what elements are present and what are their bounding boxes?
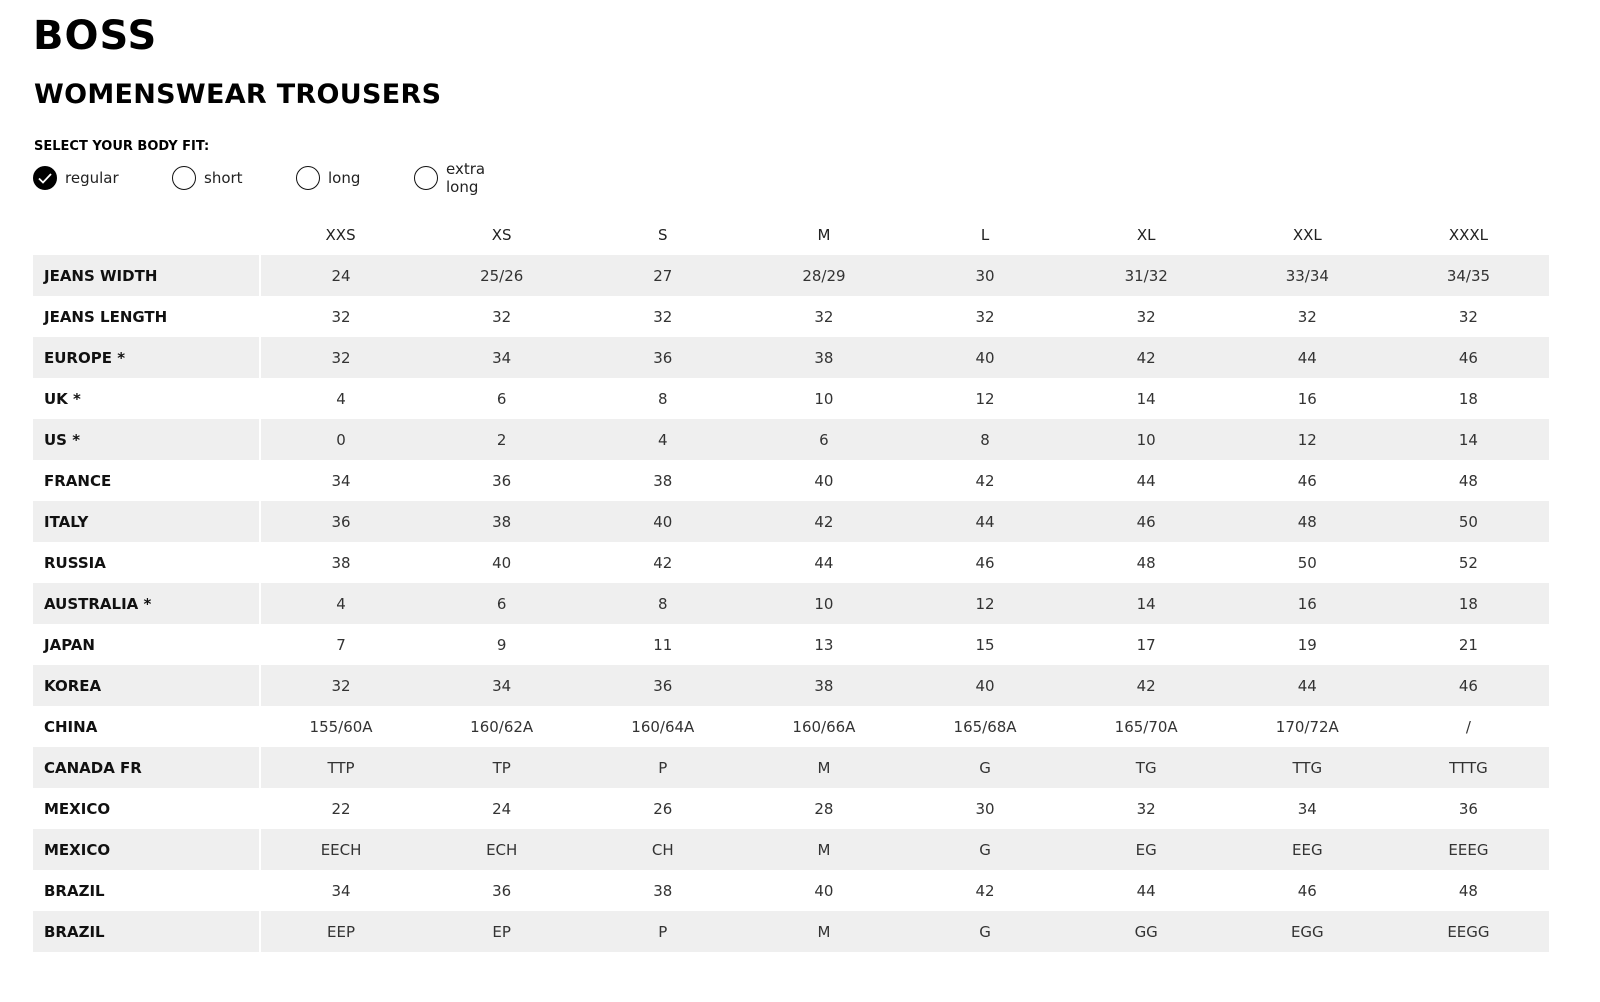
- size-cell: 27: [582, 255, 743, 296]
- size-cell: 42: [905, 870, 1066, 911]
- size-cell: 46: [1227, 870, 1388, 911]
- size-column-header: M: [817, 225, 831, 244]
- size-cell: 44: [905, 501, 1066, 542]
- size-cell: TP: [421, 747, 582, 788]
- fit-option-label: extra long: [446, 160, 486, 196]
- size-cell: 48: [1388, 870, 1549, 911]
- size-cell: 2: [421, 419, 582, 460]
- size-cell: 46: [905, 542, 1066, 583]
- size-cell: 32: [260, 337, 421, 378]
- table-row: [33, 296, 1549, 337]
- size-cell: 12: [1227, 419, 1388, 460]
- size-cell: 32: [905, 296, 1066, 337]
- size-cell: 32: [1388, 296, 1549, 337]
- size-cell: 160/64A: [582, 706, 743, 747]
- table-row: [33, 378, 1549, 419]
- table-row: [33, 337, 1549, 378]
- size-cell: 32: [743, 296, 904, 337]
- table-row: [33, 747, 1549, 788]
- size-cell: CH: [582, 829, 743, 870]
- size-cell: 32: [421, 296, 582, 337]
- size-cell: EEG: [1227, 829, 1388, 870]
- size-column-header: XXL: [1292, 225, 1322, 244]
- size-cell: 40: [905, 665, 1066, 706]
- size-cell: 38: [260, 542, 421, 583]
- row-label: JEANS WIDTH: [33, 255, 260, 296]
- size-cell: 11: [582, 624, 743, 665]
- size-cell: 40: [905, 337, 1066, 378]
- row-label: AUSTRALIA *: [33, 583, 260, 624]
- size-cell: EEEG: [1388, 829, 1549, 870]
- size-cell: 33/34: [1227, 255, 1388, 296]
- row-label: BRAZIL: [33, 870, 260, 911]
- fit-option-long[interactable]: [296, 164, 360, 192]
- size-header-row: [33, 214, 1549, 255]
- size-cell: 52: [1388, 542, 1549, 583]
- radio-unchecked-icon[interactable]: [172, 166, 196, 190]
- size-cell: EP: [421, 911, 582, 952]
- size-cell: 30: [905, 255, 1066, 296]
- size-cell: 36: [582, 665, 743, 706]
- size-cell: 42: [582, 542, 743, 583]
- page-title: WOMENSWEAR TROUSERS: [34, 79, 442, 110]
- size-cell: 34: [1227, 788, 1388, 829]
- size-cell: 12: [905, 378, 1066, 419]
- size-cell: 10: [1066, 419, 1227, 460]
- size-cell: 42: [1066, 665, 1227, 706]
- row-label: MEXICO: [33, 788, 260, 829]
- size-cell: M: [743, 747, 904, 788]
- size-cell: 18: [1388, 378, 1549, 419]
- size-cell: 26: [582, 788, 743, 829]
- row-label: UK *: [33, 378, 260, 419]
- size-cell: 4: [260, 378, 421, 419]
- row-label: MEXICO: [33, 829, 260, 870]
- size-cell: TTP: [260, 747, 421, 788]
- size-column-header: L: [980, 225, 990, 244]
- table-row: [33, 706, 1549, 747]
- size-cell: 160/62A: [421, 706, 582, 747]
- brand-logo[interactable]: BOSS: [33, 13, 158, 59]
- size-cell: 18: [1388, 583, 1549, 624]
- size-column-header: XXS: [325, 225, 356, 244]
- size-cell: 32: [260, 296, 421, 337]
- table-row: [33, 460, 1549, 501]
- size-cell: 40: [582, 501, 743, 542]
- size-cell: 19: [1227, 624, 1388, 665]
- fit-option-label: short: [204, 169, 243, 187]
- size-cell: 48: [1388, 460, 1549, 501]
- size-table-body: [33, 255, 1549, 952]
- size-cell: G: [905, 829, 1066, 870]
- row-label: KOREA: [33, 665, 260, 706]
- size-cell: 6: [421, 378, 582, 419]
- size-cell: 14: [1388, 419, 1549, 460]
- size-cell: 38: [421, 501, 582, 542]
- size-column-header: S: [658, 225, 668, 244]
- size-cell: 12: [905, 583, 1066, 624]
- table-row: [33, 911, 1549, 952]
- size-cell: 8: [582, 583, 743, 624]
- size-cell: EGG: [1227, 911, 1388, 952]
- row-label: JEANS LENGTH: [33, 296, 260, 337]
- size-cell: 30: [905, 788, 1066, 829]
- row-label: CHINA: [33, 706, 260, 747]
- size-cell: 46: [1227, 460, 1388, 501]
- size-column-header: XL: [1136, 225, 1156, 244]
- size-cell: 32: [1066, 296, 1227, 337]
- size-cell: 24: [421, 788, 582, 829]
- size-cell: M: [743, 911, 904, 952]
- size-cell: 34: [421, 337, 582, 378]
- size-cell: 21: [1388, 624, 1549, 665]
- size-cell: 48: [1066, 542, 1227, 583]
- size-cell: 46: [1388, 337, 1549, 378]
- size-cell: 42: [1066, 337, 1227, 378]
- size-cell: 38: [582, 460, 743, 501]
- table-row: [33, 665, 1549, 706]
- size-cell: 8: [582, 378, 743, 419]
- row-label: BRAZIL: [33, 911, 260, 952]
- size-cell: 13: [743, 624, 904, 665]
- size-cell: 32: [1066, 788, 1227, 829]
- row-label: JAPAN: [33, 624, 260, 665]
- size-cell: EEP: [260, 911, 421, 952]
- size-cell: 22: [260, 788, 421, 829]
- body-fit-label: SELECT YOUR BODY FIT:: [34, 139, 210, 154]
- size-cell: 9: [421, 624, 582, 665]
- size-cell: 31/32: [1066, 255, 1227, 296]
- size-cell: 32: [260, 665, 421, 706]
- size-cell: /: [1388, 706, 1549, 747]
- size-cell: 44: [743, 542, 904, 583]
- size-cell: G: [905, 747, 1066, 788]
- size-cell: 50: [1227, 542, 1388, 583]
- fit-option-extra-long[interactable]: [414, 160, 486, 196]
- size-cell: 42: [743, 501, 904, 542]
- size-cell: TTTG: [1388, 747, 1549, 788]
- size-cell: 34/35: [1388, 255, 1549, 296]
- size-cell: 42: [905, 460, 1066, 501]
- size-cell: 34: [260, 460, 421, 501]
- size-cell: 17: [1066, 624, 1227, 665]
- table-row: [33, 870, 1549, 911]
- table-row: [33, 255, 1549, 296]
- size-cell: 7: [260, 624, 421, 665]
- corner-cell: [33, 214, 260, 255]
- size-cell: 46: [1066, 501, 1227, 542]
- size-cell: M: [743, 829, 904, 870]
- size-cell: 44: [1227, 665, 1388, 706]
- size-cell: EECH: [260, 829, 421, 870]
- row-label: FRANCE: [33, 460, 260, 501]
- size-cell: 32: [582, 296, 743, 337]
- size-cell: 36: [582, 337, 743, 378]
- size-cell: 4: [582, 419, 743, 460]
- radio-unchecked-icon[interactable]: [414, 166, 438, 190]
- size-cell: 44: [1066, 460, 1227, 501]
- size-cell: ECH: [421, 829, 582, 870]
- row-label: CANADA FR: [33, 747, 260, 788]
- size-cell: EEGG: [1388, 911, 1549, 952]
- radio-unchecked-icon[interactable]: [296, 166, 320, 190]
- size-cell: 6: [421, 583, 582, 624]
- size-cell: 34: [421, 665, 582, 706]
- size-cell: 16: [1227, 378, 1388, 419]
- size-cell: 34: [260, 870, 421, 911]
- size-cell: GG: [1066, 911, 1227, 952]
- size-cell: 36: [1388, 788, 1549, 829]
- table-row: [33, 501, 1549, 542]
- size-cell: 160/66A: [743, 706, 904, 747]
- size-cell: 36: [421, 870, 582, 911]
- radio-checked-icon[interactable]: [33, 166, 57, 190]
- table-row: [33, 583, 1549, 624]
- size-column-header: XXXL: [1448, 225, 1489, 244]
- size-cell: TG: [1066, 747, 1227, 788]
- size-cell: 50: [1388, 501, 1549, 542]
- size-cell: 8: [905, 419, 1066, 460]
- size-cell: 155/60A: [260, 706, 421, 747]
- fit-option-label: regular: [65, 169, 119, 187]
- size-cell: G: [905, 911, 1066, 952]
- size-cell: 38: [743, 665, 904, 706]
- size-cell: 40: [421, 542, 582, 583]
- table-row: [33, 419, 1549, 460]
- table-row: [33, 624, 1549, 665]
- size-cell: 28/29: [743, 255, 904, 296]
- size-cell: 36: [421, 460, 582, 501]
- row-label: ITALY: [33, 501, 260, 542]
- size-cell: 10: [743, 583, 904, 624]
- size-table: [33, 214, 1550, 952]
- size-cell: P: [582, 747, 743, 788]
- size-cell: 44: [1066, 870, 1227, 911]
- size-cell: P: [582, 911, 743, 952]
- size-cell: 32: [1227, 296, 1388, 337]
- size-column-header: XS: [491, 225, 512, 244]
- size-cell: 14: [1066, 378, 1227, 419]
- size-cell: EG: [1066, 829, 1227, 870]
- row-label: EUROPE *: [33, 337, 260, 378]
- fit-option-regular[interactable]: [33, 164, 119, 192]
- size-cell: 40: [743, 460, 904, 501]
- size-cell: 24: [260, 255, 421, 296]
- size-cell: 165/68A: [905, 706, 1066, 747]
- size-cell: 10: [743, 378, 904, 419]
- size-cell: 44: [1227, 337, 1388, 378]
- size-cell: 165/70A: [1066, 706, 1227, 747]
- size-cell: 38: [743, 337, 904, 378]
- size-cell: 6: [743, 419, 904, 460]
- table-row: [33, 542, 1549, 583]
- table-row: [33, 829, 1549, 870]
- size-cell: 16: [1227, 583, 1388, 624]
- size-cell: TTG: [1227, 747, 1388, 788]
- fit-option-label: long: [328, 169, 361, 187]
- size-cell: 14: [1066, 583, 1227, 624]
- size-cell: 4: [260, 583, 421, 624]
- size-cell: 170/72A: [1227, 706, 1388, 747]
- size-cell: 15: [905, 624, 1066, 665]
- size-cell: 36: [260, 501, 421, 542]
- fit-option-short[interactable]: [172, 164, 243, 192]
- size-cell: 48: [1227, 501, 1388, 542]
- size-cell: 40: [743, 870, 904, 911]
- size-cell: 25/26: [421, 255, 582, 296]
- row-label: RUSSIA: [33, 542, 260, 583]
- size-cell: 28: [743, 788, 904, 829]
- size-cell: 0: [260, 419, 421, 460]
- size-cell: 38: [582, 870, 743, 911]
- row-label: US *: [33, 419, 260, 460]
- table-row: [33, 788, 1549, 829]
- size-cell: 46: [1388, 665, 1549, 706]
